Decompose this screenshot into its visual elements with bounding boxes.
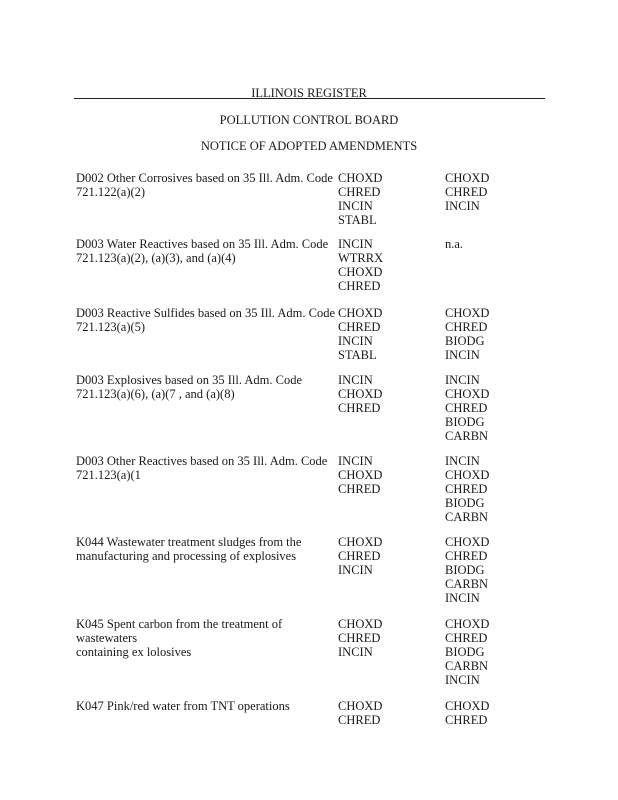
technology-column-b bbox=[445, 617, 545, 687]
technology-code: INCIN bbox=[445, 454, 480, 468]
technology-code: INCIN bbox=[445, 199, 480, 213]
technology-code: INCIN bbox=[445, 591, 480, 605]
technology-code: CHRED bbox=[338, 713, 381, 727]
technology-code: BIODG bbox=[445, 645, 485, 659]
register-title: ILLINOIS REGISTER bbox=[251, 86, 367, 100]
technology-code: CHOXD bbox=[445, 699, 490, 713]
technology-column-a bbox=[338, 373, 438, 415]
technology-code: CHOXD bbox=[338, 306, 383, 320]
technology-code: CHRED bbox=[445, 713, 488, 727]
technology-column-b bbox=[445, 454, 545, 524]
technology-code: INCIN bbox=[338, 454, 373, 468]
technology-code: CHOXD bbox=[445, 535, 490, 549]
technology-column-a bbox=[338, 699, 438, 727]
technology-column-b bbox=[445, 373, 545, 443]
header-rule bbox=[74, 98, 545, 99]
technology-code: INCIN bbox=[338, 373, 373, 387]
technology-code: INCIN bbox=[445, 373, 480, 387]
technology-code: CHOXD bbox=[338, 468, 383, 482]
waste-description: D003 Water Reactives based on 35 Ill. Adm. Code 721.123(a)(2), (a)(3), and (a)(4) bbox=[76, 237, 329, 265]
waste-description: K045 Spent carbon from the treatment of wastewaters containing ex lolosives bbox=[76, 617, 283, 659]
technology-code: CHRED bbox=[445, 631, 488, 645]
technology-code: CHRED bbox=[445, 549, 488, 563]
technology-column-b bbox=[445, 535, 545, 605]
technology-code: INCIN bbox=[338, 334, 373, 348]
technology-code: BIODG bbox=[445, 496, 485, 510]
technology-code: CHOXD bbox=[338, 699, 383, 713]
technology-code: CHRED bbox=[338, 320, 381, 334]
technology-column-a bbox=[338, 617, 438, 659]
technology-code: INCIN bbox=[445, 348, 480, 362]
technology-code: CHOXD bbox=[445, 468, 490, 482]
technology-code: CHOXD bbox=[445, 171, 490, 185]
waste-description: D002 Other Corrosives based on 35 Ill. Adm. Code 721.122(a)(2) bbox=[76, 171, 333, 199]
technology-code: CHOXD bbox=[445, 387, 490, 401]
waste-description: K044 Wastewater treatment sludges from the manufacturing and processing of explosives bbox=[76, 535, 302, 563]
technology-code: CHRED bbox=[338, 401, 381, 415]
technology-code: CHRED bbox=[445, 401, 488, 415]
technology-column-a bbox=[338, 535, 438, 577]
technology-code: CHOXD bbox=[338, 387, 383, 401]
technology-code: CARBN bbox=[445, 659, 489, 673]
waste-description: D003 Explosives based on 35 Ill. Adm. Code 721.123(a)(6), (a)(7 , and (a)(8) bbox=[76, 373, 303, 401]
technology-column-b bbox=[445, 699, 545, 727]
technology-code: CHRED bbox=[338, 279, 381, 293]
technology-code: CARBN bbox=[445, 577, 489, 591]
technology-code: STABL bbox=[338, 213, 377, 227]
technology-column-a bbox=[338, 454, 438, 496]
technology-column-b bbox=[445, 306, 545, 362]
technology-code: CARBN bbox=[445, 429, 489, 443]
technology-code: n.a. bbox=[445, 237, 464, 251]
technology-code: WTRRX bbox=[338, 251, 384, 265]
technology-code: INCIN bbox=[338, 237, 373, 251]
technology-column-a bbox=[338, 306, 438, 362]
technology-code: CHOXD bbox=[338, 535, 383, 549]
waste-description: D003 Other Reactives based on 35 Ill. Adm. Code 721.123(a)(1 bbox=[76, 454, 328, 482]
board-title: POLLUTION CONTROL BOARD bbox=[219, 113, 399, 127]
technology-column-b bbox=[445, 171, 545, 213]
technology-code: CHOXD bbox=[338, 171, 383, 185]
technology-code: CHRED bbox=[338, 185, 381, 199]
technology-code: CHOXD bbox=[445, 306, 490, 320]
technology-code: CHOXD bbox=[338, 617, 383, 631]
technology-code: CHOXD bbox=[338, 265, 383, 279]
technology-code: CARBN bbox=[445, 510, 489, 524]
technology-column-b bbox=[445, 237, 545, 251]
technology-code: CHRED bbox=[338, 549, 381, 563]
technology-code: CHRED bbox=[445, 185, 488, 199]
technology-code: CHRED bbox=[445, 482, 488, 496]
technology-code: INCIN bbox=[445, 673, 480, 687]
technology-code: CHRED bbox=[338, 631, 381, 645]
technology-column-a bbox=[338, 171, 438, 227]
technology-code: BIODG bbox=[445, 334, 485, 348]
technology-code: CHRED bbox=[445, 320, 488, 334]
technology-code: INCIN bbox=[338, 199, 373, 213]
technology-code: CHOXD bbox=[445, 617, 490, 631]
technology-code: BIODG bbox=[445, 563, 485, 577]
technology-code: STABL bbox=[338, 348, 377, 362]
technology-column-a bbox=[338, 237, 438, 293]
waste-description: D003 Reactive Sulfides based on 35 Ill. Adm. Code 721.123(a)(5) bbox=[76, 306, 335, 334]
waste-description: K047 Pink/red water from TNT operations bbox=[76, 699, 290, 713]
technology-code: INCIN bbox=[338, 563, 373, 577]
technology-code: BIODG bbox=[445, 415, 485, 429]
technology-code: CHRED bbox=[338, 482, 381, 496]
technology-code: INCIN bbox=[338, 645, 373, 659]
notice-title: NOTICE OF ADOPTED AMENDMENTS bbox=[200, 139, 418, 153]
